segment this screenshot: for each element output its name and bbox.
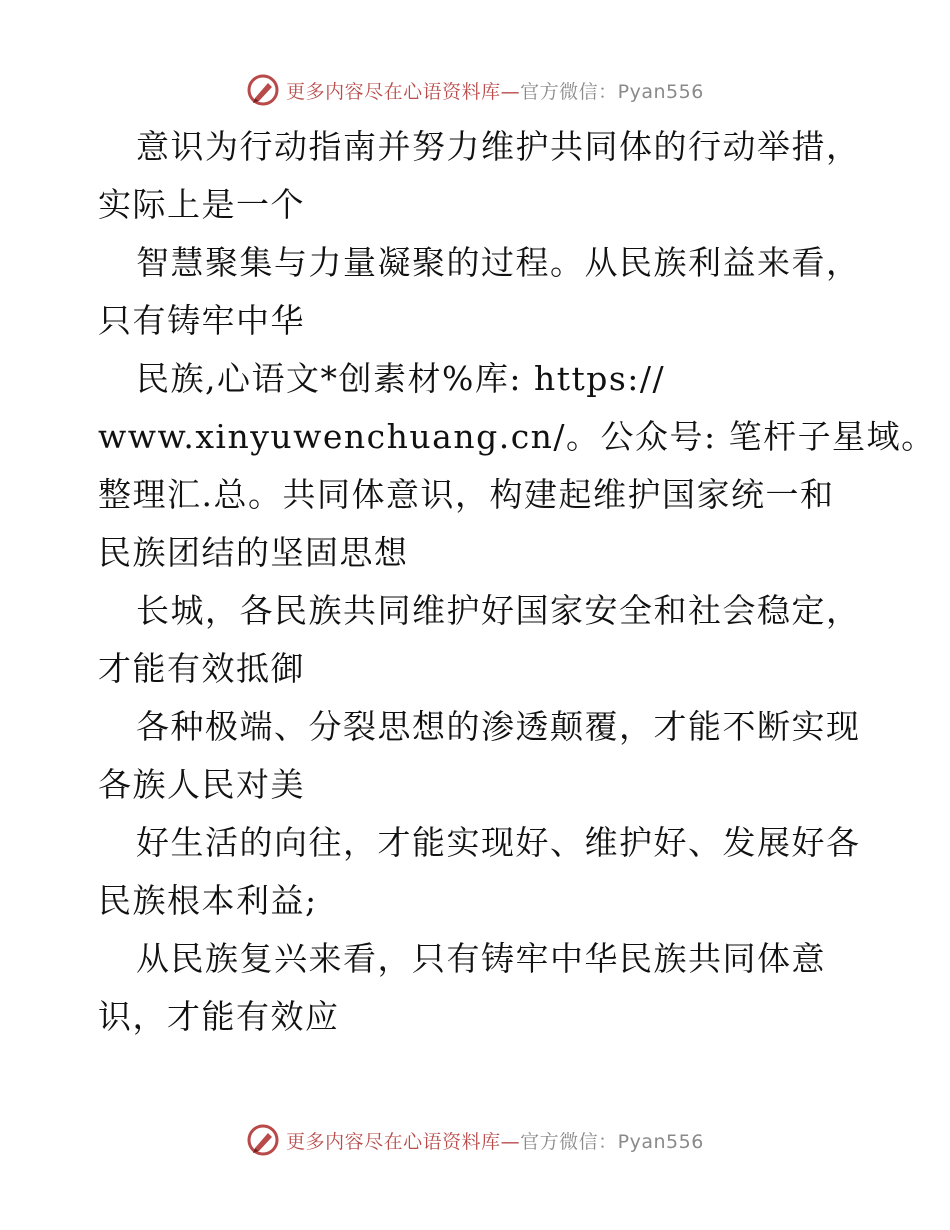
document-body	[98, 118, 936, 1046]
text-line: 各族人民对美	[98, 765, 305, 804]
header-banner-text: 更多内容尽在心语资料库—官方微信：Pyan556	[286, 80, 704, 103]
pen-logo-icon	[246, 1123, 280, 1157]
text-line: 各种极端、分裂思想的渗透颠覆，才能不断实现	[136, 707, 861, 746]
text-line: 民族根本利益;	[98, 881, 318, 920]
text-line: 才能有效抵御	[98, 649, 305, 688]
text-line: 只有铸牢中华	[98, 301, 305, 340]
footer-banner-text: 更多内容尽在心语资料库—官方微信：Pyan556	[286, 1130, 704, 1153]
text-line: 实际上是一个	[98, 185, 305, 224]
text-line: www.xinyuwenchuang.cn/。公众号: 笔杆子星域。	[98, 417, 936, 456]
text-line: 好生活的向往，才能实现好、维护好、发展好各	[136, 823, 861, 862]
text-line: 民族,心语文*创素材%库: https://	[136, 359, 666, 398]
header-banner	[0, 70, 950, 110]
text-line: 民族团结的坚固思想	[98, 533, 409, 572]
text-line: 智慧聚集与力量凝聚的过程。从民族利益来看，	[136, 243, 861, 282]
text-line: 意识为行动指南并努力维护共同体的行动举措，	[136, 127, 861, 166]
text-line: 整理汇.总。共同体意识，构建起维护国家统一和	[98, 475, 835, 514]
text-line: 长城，各民族共同维护好国家安全和社会稳定，	[136, 591, 861, 630]
footer-banner	[0, 1120, 950, 1160]
pen-logo-icon	[246, 73, 280, 107]
text-line: 从民族复兴来看，只有铸牢中华民族共同体意	[136, 939, 826, 978]
text-line: 识，才能有效应	[98, 997, 340, 1036]
